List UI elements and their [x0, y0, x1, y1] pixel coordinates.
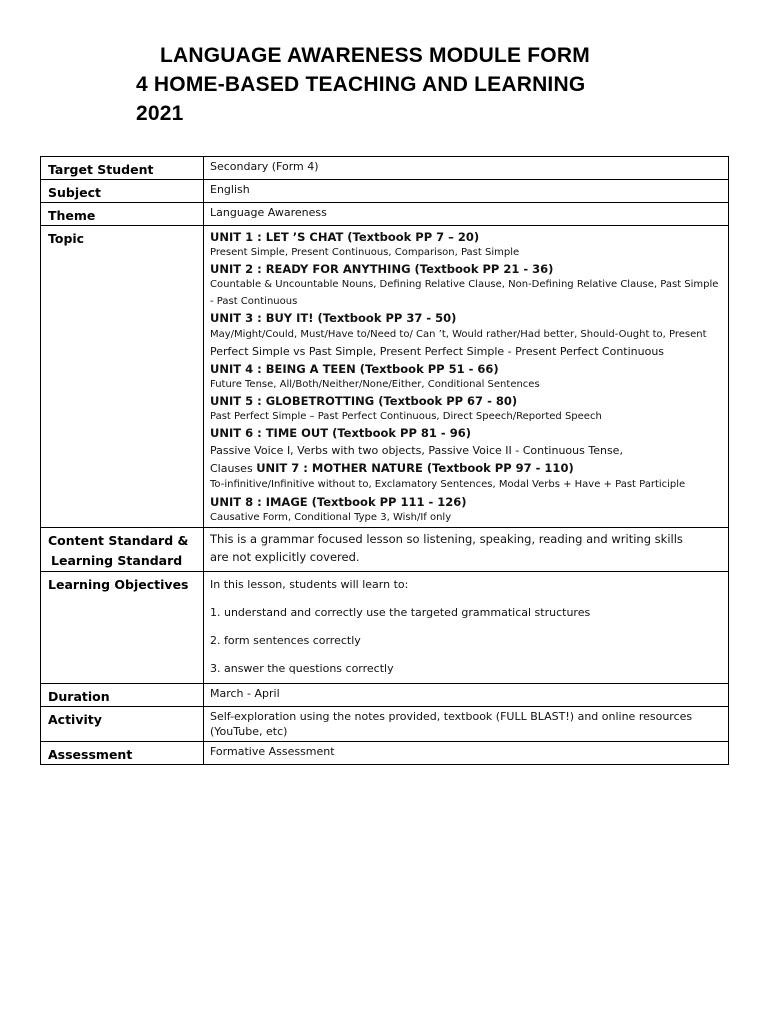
- row-learning-objectives: [41, 572, 729, 684]
- unit-6-desc: Passive Voice I, Verbs with two objects, Passive Voice II - Continuous Tense,: [210, 444, 623, 457]
- target-student-label: Target Student: [41, 157, 204, 180]
- assessment-value: Formative Assessment: [204, 742, 729, 765]
- unit-2-title: UNIT 2 : READY FOR ANYTHING (Textbook PP 21 - 36): [210, 262, 554, 276]
- objective-2: 2. form sentences correctly: [210, 634, 361, 647]
- content-standard-value-2: are not explicitly covered.: [210, 550, 360, 564]
- unit-4-title: UNIT 4 : BEING A TEEN (Textbook PP 51 - 66): [210, 362, 499, 376]
- unit-5-title: UNIT 5 : GLOBETROTTING (Textbook PP 67 - 80): [210, 394, 518, 408]
- learning-objectives-label: Learning Objectives: [41, 572, 204, 684]
- theme-label: Theme: [41, 203, 204, 226]
- unit-6-desc-2: Clauses: [210, 462, 253, 475]
- activity-label: Activity: [41, 707, 204, 742]
- row-duration: [41, 684, 729, 707]
- row-activity: [41, 707, 729, 742]
- title-line-1: LANGUAGE AWARENESS MODULE FORM: [160, 44, 590, 67]
- assessment-label: Assessment: [41, 742, 204, 765]
- subject-label: Subject: [41, 180, 204, 203]
- unit-7-title: UNIT 7 : MOTHER NATURE (Textbook PP 97 - 110): [256, 461, 574, 475]
- row-topic: [41, 226, 729, 528]
- row-target-student: [41, 157, 729, 180]
- content-standard-value: [204, 528, 729, 572]
- objective-3: 3. answer the questions correctly: [210, 662, 394, 675]
- row-subject: [41, 180, 729, 203]
- unit-5-desc: Past Perfect Simple – Past Perfect Continuous, Direct Speech/Reported Speech: [210, 411, 602, 422]
- module-form-table: [40, 156, 729, 765]
- unit-1-desc: Present Simple, Present Continuous, Comparison, Past Simple: [210, 247, 520, 258]
- unit-8-desc: Causative Form, Conditional Type 3, Wish/If only: [210, 512, 452, 523]
- duration-label: Duration: [41, 684, 204, 707]
- objectives-intro: In this lesson, students will learn to:: [210, 578, 409, 591]
- title-line-3: 2021: [136, 102, 184, 125]
- row-content-standard: [41, 528, 729, 572]
- unit-1-title: UNIT 1 : LET ’S CHAT (Textbook PP 7 – 20): [210, 230, 480, 244]
- unit-3-desc-2: Perfect Simple vs Past Simple, Present Perfect Simple - Present Perfect Continuous: [210, 345, 665, 358]
- unit-4-desc: Future Tense, All/Both/Neither/None/Either, Conditional Sentences: [210, 379, 540, 390]
- unit-6-7-line: [210, 459, 722, 477]
- unit-6-title: UNIT 6 : TIME OUT (Textbook PP 81 - 96): [210, 426, 471, 440]
- activity-value-1: Self-exploration using the notes provided, textbook (FULL BLAST!) and online resources: [210, 710, 693, 723]
- activity-value-2: (YouTube, etc): [210, 725, 288, 738]
- theme-value: Language Awareness: [204, 203, 729, 226]
- unit-7-desc: To-infinitive/Infinitive without to, Exclamatory Sentences, Modal Verbs + Have + Past Participle: [210, 479, 686, 490]
- unit-2-desc-2: - Past Continuous: [210, 296, 298, 307]
- duration-value: March - April: [204, 684, 729, 707]
- activity-value: [204, 707, 729, 742]
- row-assessment: [41, 742, 729, 765]
- content-standard-label-2: Learning Standard: [51, 553, 183, 568]
- learning-objectives-value: [204, 572, 729, 684]
- target-student-value: Secondary (Form 4): [204, 157, 729, 180]
- content-standard-label-1: Content Standard &: [48, 533, 189, 548]
- unit-3-desc: May/Might/Could, Must/Have to/Need to/ Can ’t, Would rather/Had better, Should-Ought to, Present: [210, 329, 707, 340]
- unit-2-desc: Countable & Uncountable Nouns, Defining Relative Clause, Non-Defining Relative Clause, Past Simple: [210, 279, 719, 290]
- topic-label: Topic: [41, 226, 204, 528]
- content-standard-label: [41, 528, 204, 572]
- subject-value: English: [204, 180, 729, 203]
- unit-8-title: UNIT 8 : IMAGE (Textbook PP 111 - 126): [210, 495, 467, 509]
- topic-value: [204, 226, 729, 528]
- objective-1: 1. understand and correctly use the targeted grammatical structures: [210, 606, 591, 619]
- row-theme: [41, 203, 729, 226]
- unit-3-title: UNIT 3 : BUY IT! (Textbook PP 37 - 50): [210, 311, 457, 325]
- content-standard-value-1: This is a grammar focused lesson so listening, speaking, reading and writing skills: [210, 532, 683, 546]
- title-line-2: 4 HOME-BASED TEACHING AND LEARNING: [136, 73, 586, 96]
